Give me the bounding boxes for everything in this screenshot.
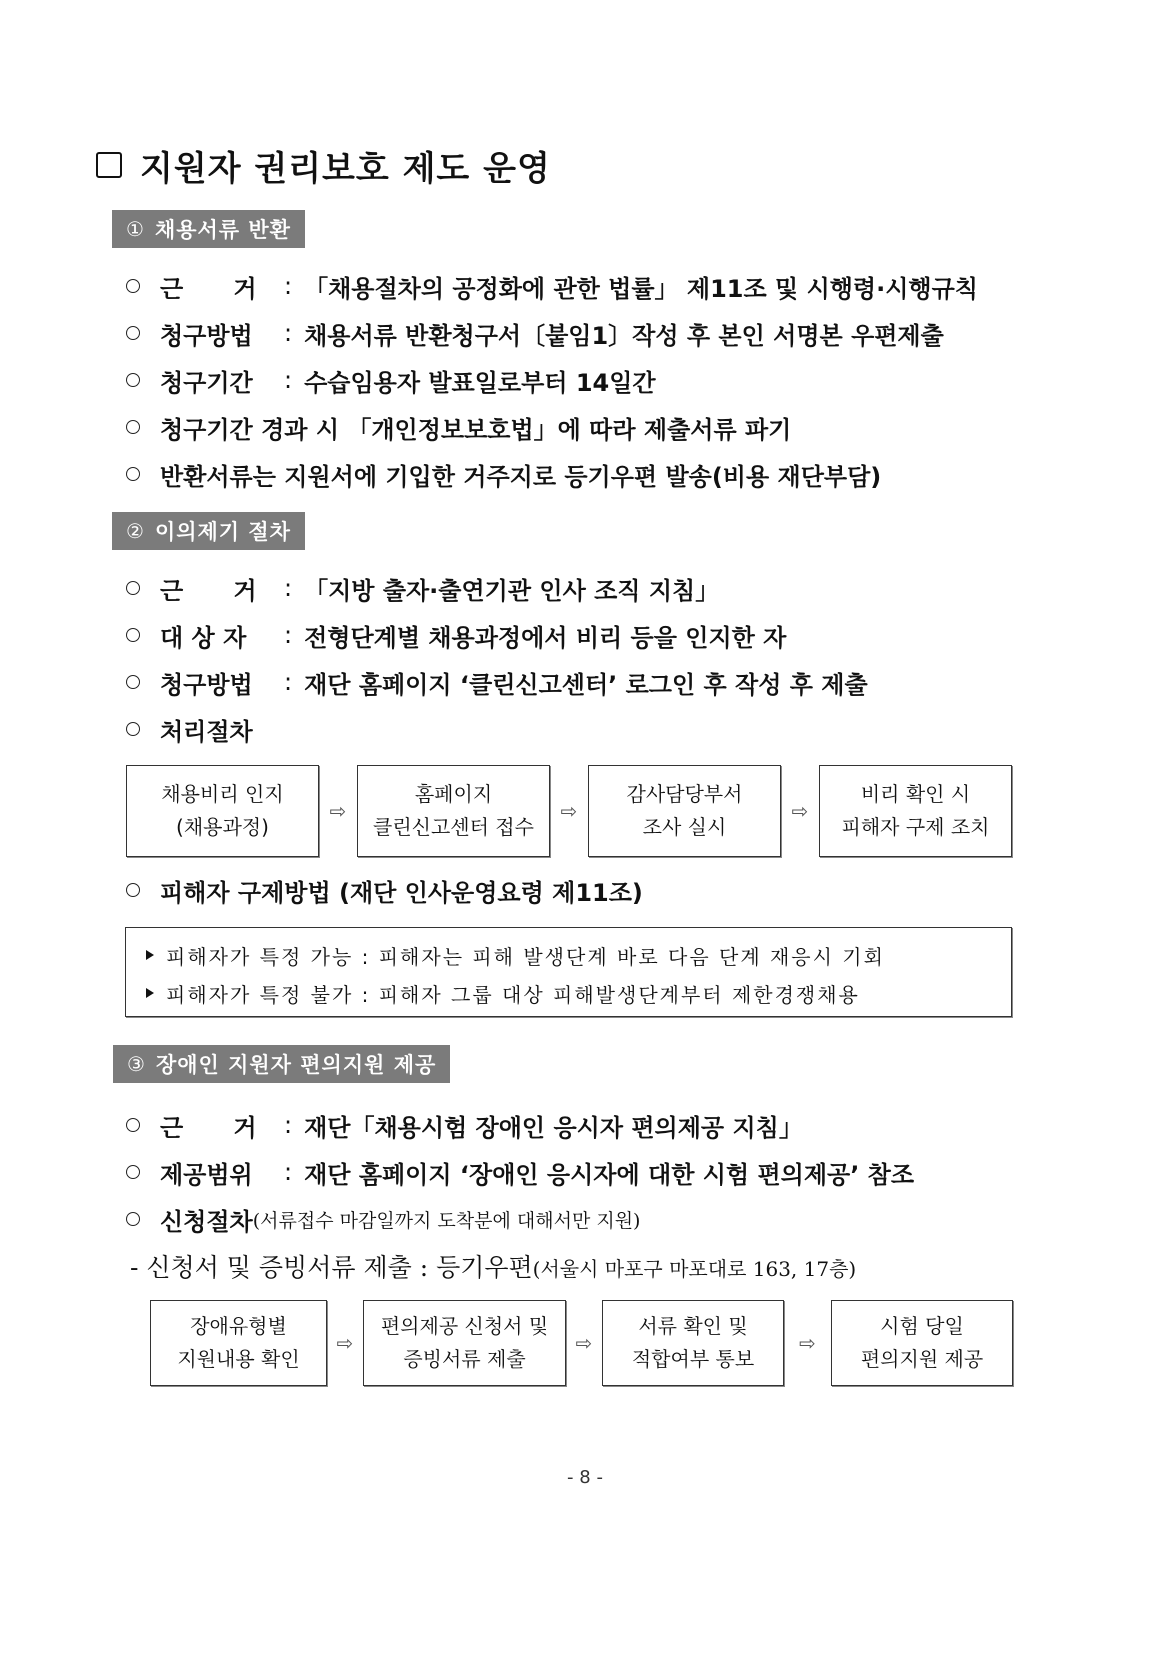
flow-step-line: 편의지원 제공	[860, 1347, 984, 1371]
item-value: 재단「채용시험 장애인 응시자 편의제공 지침」	[304, 1113, 803, 1142]
list-item	[126, 363, 656, 397]
checkbox-square-icon	[96, 152, 122, 178]
arrow-right-icon: ⇨	[791, 799, 809, 823]
section-heading-text: 이의제기 절차	[154, 520, 291, 544]
list-item	[126, 712, 253, 746]
flow-step-line: 비리 확인 시	[860, 782, 971, 806]
circle-bullet-icon	[126, 467, 140, 481]
dash-bullet: -	[130, 1253, 139, 1282]
process-flow-reporting	[126, 765, 1012, 857]
list-item	[126, 873, 643, 907]
triangle-bullet-icon	[146, 950, 154, 960]
list-item	[126, 1155, 914, 1189]
item-value: 「지방 출자·출연기관 인사 조직 지침」	[304, 576, 720, 605]
section-number: ①	[126, 217, 145, 241]
item-note: (서류접수 마감일까지 도착분에 대해서만 지원)	[252, 1209, 641, 1232]
submission-text: 신청서 및 증빙서류 제출 : 등기우편	[146, 1253, 533, 1282]
flow-step-line: 클린신고센터 접수	[373, 815, 534, 839]
page-title-text: 지원자 권리보호 제도 운영	[140, 148, 551, 189]
section-number: ②	[126, 519, 145, 543]
item-text: 피해자 구제방법 (재단 인사운영요령 제11조)	[160, 878, 643, 907]
flow-step	[831, 1300, 1013, 1386]
page-title	[96, 140, 551, 190]
arrow-right-icon: ⇨	[560, 799, 578, 823]
flow-step-line: 홈페이지	[414, 782, 493, 806]
flow-step	[602, 1300, 784, 1386]
section-2-heading	[112, 512, 305, 550]
section-1-heading	[112, 210, 305, 248]
section-number: ③	[127, 1052, 146, 1076]
list-item	[126, 269, 978, 303]
flow-step-line: 편의제공 신청서 및	[380, 1314, 549, 1338]
flow-step-line: 적합여부 통보	[631, 1347, 755, 1371]
remedy-text: 피해자가 특정 가능 : 피해자는 피해 발생단계 바로 다음 단계 재응시 기회	[166, 944, 885, 969]
flow-step	[363, 1300, 566, 1386]
flow-step	[357, 765, 550, 857]
flow-step-line: 지원내용 확인	[177, 1347, 300, 1371]
item-text: 처리절차	[160, 717, 253, 746]
remedy-row	[146, 974, 1011, 1012]
flow-step-line: 장애유형별	[190, 1314, 287, 1338]
separator: :	[284, 621, 293, 649]
list-item	[126, 1202, 640, 1236]
item-label: 신청절차	[160, 1207, 253, 1236]
separator: :	[284, 1111, 293, 1139]
item-label: 대 상 자	[160, 623, 247, 652]
separator: :	[284, 1158, 293, 1186]
circle-bullet-icon	[126, 373, 140, 387]
separator: :	[284, 574, 293, 602]
separator: :	[284, 366, 293, 394]
item-label: 청구기간	[160, 368, 253, 397]
flow-step-line: 피해자 구제 조치	[841, 815, 990, 839]
section-heading-text: 채용서류 반환	[154, 218, 291, 242]
arrow-right-icon: ⇨	[799, 1331, 816, 1355]
arrow-right-icon: ⇨	[329, 799, 347, 823]
triangle-bullet-icon	[146, 988, 154, 998]
flow-step	[588, 765, 781, 857]
section-3-heading	[113, 1045, 450, 1083]
flow-step-line: 시험 당일	[880, 1314, 964, 1338]
list-item	[126, 316, 944, 350]
list-item	[126, 571, 719, 605]
list-item	[126, 410, 791, 444]
item-label: 제공범위	[160, 1160, 253, 1189]
list-item	[126, 457, 881, 491]
flow-step-line: 증빙서류 제출	[403, 1347, 526, 1371]
circle-bullet-icon	[126, 1118, 140, 1132]
item-value: 전형단계별 채용과정에서 비리 등을 인지한 자	[304, 623, 787, 652]
circle-bullet-icon	[126, 326, 140, 340]
circle-bullet-icon	[126, 1212, 140, 1226]
arrow-right-icon: ⇨	[575, 1331, 593, 1355]
circle-bullet-icon	[126, 420, 140, 434]
separator: :	[284, 319, 293, 347]
arrow-right-icon: ⇨	[336, 1331, 354, 1355]
item-value: 채용서류 반환청구서〔붙임1〕작성 후 본인 서명본 우편제출	[304, 321, 944, 350]
remedy-row	[146, 936, 1011, 974]
remedy-box	[125, 927, 1012, 1017]
list-item	[126, 1108, 803, 1142]
separator: :	[284, 668, 293, 696]
flow-step-line: 조사 실시	[642, 815, 727, 839]
flow-step-line: 감사담당부서	[626, 782, 743, 806]
flow-step	[126, 765, 319, 857]
page-number: - 8 -	[567, 1467, 603, 1488]
flow-step	[819, 765, 1012, 857]
item-text: 반환서류는 지원서에 기입한 거주지로 등기우편 발송(비용 재단부담)	[160, 462, 882, 491]
item-label: 청구방법	[160, 321, 253, 350]
item-label: 근 거	[160, 576, 257, 605]
item-label: 청구방법	[160, 670, 253, 699]
list-item	[126, 618, 786, 652]
circle-bullet-icon	[126, 722, 140, 736]
item-label: 근 거	[160, 1113, 257, 1142]
section-heading-text: 장애인 지원자 편의지원 제공	[155, 1053, 437, 1077]
submission-line	[130, 1248, 856, 1284]
flow-step	[150, 1300, 327, 1386]
remedy-text: 피해자가 특정 불가 : 피해자 그룹 대상 피해발생단계부터 제한경쟁채용	[166, 982, 860, 1007]
circle-bullet-icon	[126, 628, 140, 642]
flow-step-line: (채용과정)	[176, 815, 269, 839]
process-flow-accommodation	[150, 1300, 1013, 1386]
item-value: 재단 홈페이지 ‘클린신고센터’ 로그인 후 작성 후 제출	[304, 670, 868, 699]
item-value: 재단 홈페이지 ‘장애인 응시자에 대한 시험 편의제공’ 참조	[304, 1160, 915, 1189]
flow-step-line: 채용비리 인지	[161, 782, 284, 806]
item-value: 「채용절차의 공정화에 관한 법률」 제11조 및 시행령·시행규칙	[304, 274, 978, 303]
flow-step-line: 서류 확인 및	[638, 1314, 748, 1338]
submission-address: (서울시 마포구 마포대로 163, 17층)	[532, 1257, 857, 1281]
circle-bullet-icon	[126, 675, 140, 689]
item-label: 근 거	[160, 274, 257, 303]
circle-bullet-icon	[126, 1165, 140, 1179]
circle-bullet-icon	[126, 279, 140, 293]
item-text: 청구기간 경과 시 「개인정보보호법」에 따라 제출서류 파기	[160, 415, 792, 444]
circle-bullet-icon	[126, 581, 140, 595]
item-value: 수습임용자 발표일로부터 14일간	[304, 368, 656, 397]
separator: :	[284, 272, 293, 300]
circle-bullet-icon	[126, 883, 140, 897]
list-item	[126, 665, 868, 699]
